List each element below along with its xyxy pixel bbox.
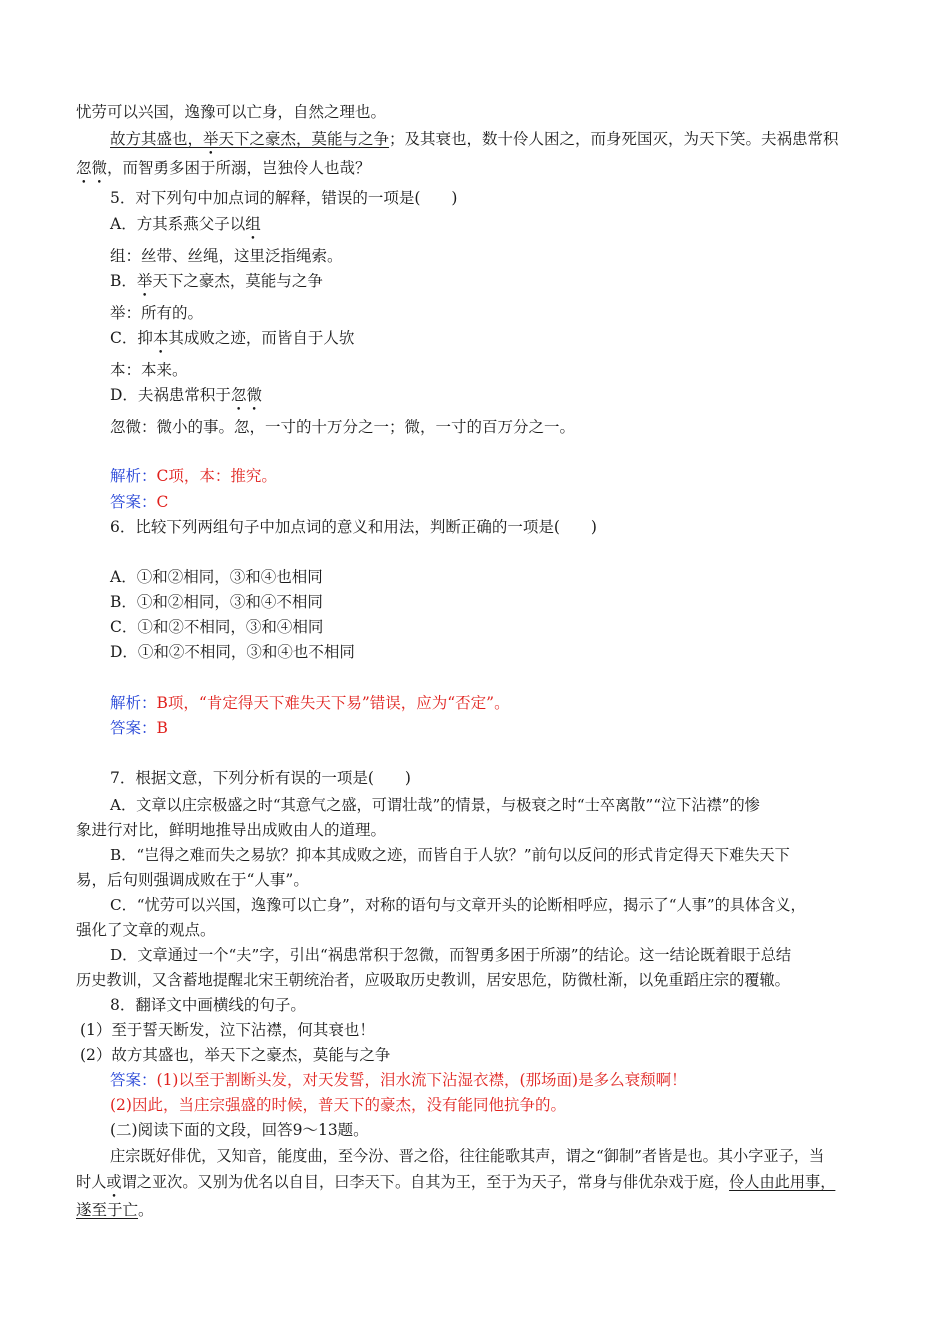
q5-answer: 答案：C xyxy=(110,493,169,511)
q8-answer-1: 答案：(1)以至于割断头发，对天发誓，泪水流下沾湿衣襟，(那场面)是多么衰颓啊！ xyxy=(110,1071,687,1089)
dotted-word: 组 xyxy=(245,215,261,233)
q5-option-a-explanation: 组：丝带、丝绳，这里泛指绳索。 xyxy=(110,247,343,265)
passage-line-1: 忧劳可以兴国，逸豫可以亡身，自然之理也。 xyxy=(76,103,387,121)
underlined-sentence: 遂至于亡 xyxy=(76,1201,139,1219)
q5-option-c: C．抑本其成败之迹，而皆自于人欤 xyxy=(110,329,355,347)
q5-stem: 5．对下列句中加点词的解释，错误的一项是( ) xyxy=(110,189,458,207)
q7-stem: 7．根据文意，下列分析有误的一项是( ) xyxy=(110,769,411,787)
passage-line-3: 忽微，而智勇多困于所溺，岂独伶人也哉？ xyxy=(76,159,371,177)
underlined-sentence: 天下之豪杰，莫能与之争 xyxy=(218,130,390,148)
part2-paragraph-line1: 庄宗既好俳优，又知音，能度曲，至今汾、晋之俗，往往能歌其声，谓之“御制”者皆是也。其小字亚子，当 xyxy=(110,1147,825,1165)
q6-stem: 6．比较下列两组句子中加点词的意义和用法，判断正确的一项是( ) xyxy=(110,518,597,536)
underlined-sentence: 故方其盛也， xyxy=(110,130,204,148)
dotted-word: 举 xyxy=(136,272,153,290)
q6-option-c: C．①和②不相同，③和④相同 xyxy=(110,618,324,636)
q8-sentence-2: (2）故方其盛也，举天下之豪杰，莫能与之争 xyxy=(80,1046,391,1064)
q7-option-b-line1: B．“岂得之难而失之易欤？抑本其成败之迹，而皆自于人欤？”前句以反问的形式肯定得天下难失天下 xyxy=(110,846,790,864)
part2-paragraph-line2: 时人或谓之亚次。又别为优名以自目，曰李天下。自其为王，至于为天子，常身与俳优杂戏于庭，伶人由此用事， xyxy=(76,1173,836,1191)
q7-option-b-line2: 易，后句则强调成败在于“人事”。 xyxy=(76,871,309,889)
q5-option-d-explanation: 忽微：微小的事。忽，一寸的十万分之一；微，一寸的百万分之一。 xyxy=(110,418,576,436)
dotted-word: 忽 xyxy=(76,159,92,177)
q6-option-d: D．①和②不相同，③和④也不相同 xyxy=(110,643,355,661)
q5-analysis: 解析：C项，本：推究。 xyxy=(110,467,277,485)
dotted-word: 举 xyxy=(203,130,219,148)
part2-heading: (二)阅读下面的文段，回答9～13题。 xyxy=(110,1121,369,1139)
q7-option-a-line2: 象进行对比，鲜明地推导出成败由人的道理。 xyxy=(76,821,387,839)
q8-sentence-1: (1）至于誓天断发，泣下沾襟，何其衰也！ xyxy=(80,1021,375,1039)
q6-analysis: 解析：B项，“肯定得天下难失天下易”错误，应为“否定”。 xyxy=(110,694,510,712)
dotted-word: 本 xyxy=(152,329,169,347)
q5-option-b-explanation: 举：所有的。 xyxy=(110,304,204,322)
q7-option-d-line1: D．文章通过一个“夫”字，引出“祸患常积于忽微，而智勇多困于所溺”的结论。这一结论既着眼于总结 xyxy=(110,946,792,964)
q5-option-a: A．方其系燕父子以组 xyxy=(110,215,261,233)
q8-answer-2: (2)因此，当庄宗强盛的时候，普天下的豪杰，没有能同他抗争的。 xyxy=(110,1096,566,1114)
q7-option-c-line1: C．“忧劳可以兴国，逸豫可以亡身”，对称的语句与文章开头的论断相呼应，揭示了“人事”的具体含义， xyxy=(110,896,806,914)
q6-answer: 答案：B xyxy=(110,719,168,737)
dotted-word: 微 xyxy=(246,386,262,404)
q6-option-a: A．①和②相同，③和④也相同 xyxy=(110,568,323,586)
q5-option-b: B．举天下之豪杰，莫能与之争 xyxy=(110,272,323,290)
part2-paragraph-line3: 遂至于亡。 xyxy=(76,1201,154,1219)
q7-option-a-line1: A．文章以庄宗极盛之时“其意气之盛，可谓壮哉”的情景，与极衰之时“士卒离散”“泣下沾襟”的惨 xyxy=(110,796,760,814)
q8-stem: 8．翻译文中画横线的句子。 xyxy=(110,996,306,1014)
passage-line-2: 故方其盛也，举天下之豪杰，莫能与之争；及其衰也，数十伶人困之，而身死国灭，为天下笑。夫祸患常积 xyxy=(110,130,839,148)
q7-option-c-line2: 强化了文章的观点。 xyxy=(76,921,216,939)
dotted-word: 微 xyxy=(91,159,108,177)
q7-option-d-line2: 历史教训，又含蓄地提醒北宋王朝统治者，应吸取历史教训，居安思危，防微杜渐，以免重蹈庄宗的覆辙。 xyxy=(76,971,790,989)
q5-option-c-explanation: 本：本来。 xyxy=(110,361,188,379)
dotted-word: 忽 xyxy=(230,386,247,404)
underlined-sentence: 伶人由此用事， xyxy=(729,1173,836,1191)
q6-option-b: B．①和②相同，③和④不相同 xyxy=(110,593,323,611)
dotted-word: 或 xyxy=(106,1173,122,1191)
q5-option-d: D．夫祸患常积于忽微 xyxy=(110,386,262,404)
